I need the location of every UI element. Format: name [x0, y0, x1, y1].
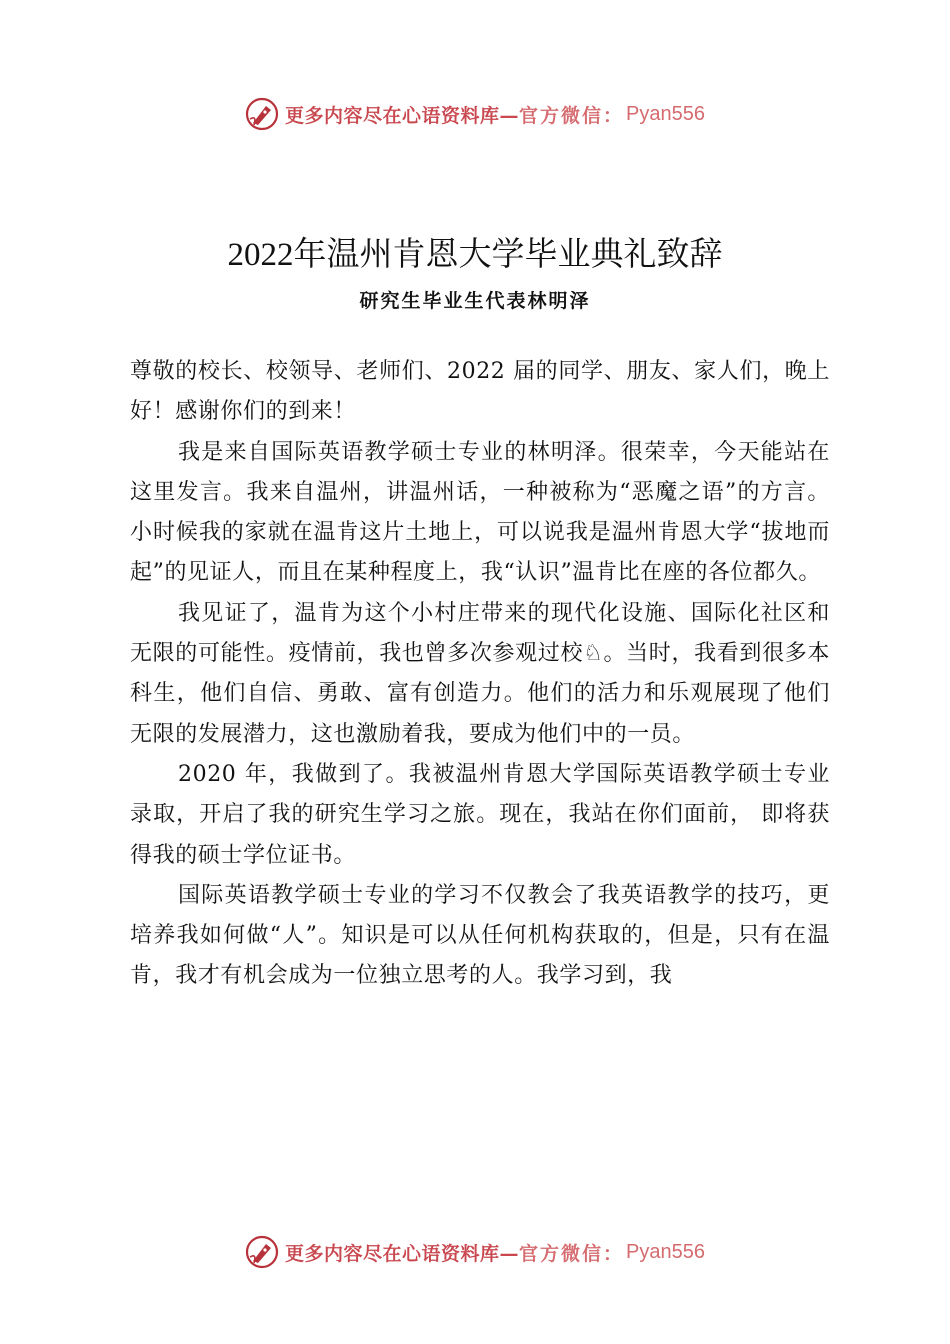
banner-slogan: 更多内容尽在心语资料库—	[285, 1242, 520, 1265]
paragraph: 我见证了，温肯为这个小村庄带来的现代化设施、国际化社区和无限的可能性。疫情前，我也曾多次参观过校♘。当时，我看到很多本科生，他们自信、勇敢、富有创造力。他们的活力和乐观展现了他们无限的发展潜力，这也激励着我，要成为他们中的一员。	[130, 600, 830, 747]
banner-slogan: 更多内容尽在心语资料库—	[285, 104, 520, 127]
document-body	[130, 352, 830, 997]
header-banner	[0, 94, 950, 134]
banner-wechat-id: Pyan556	[626, 1240, 705, 1263]
paragraph: 国际英语教学硕士专业的学习不仅教会了我英语教学的技巧，更培养我如何做“人”。知识是可以从任何机构获取的，但是，只有在温肯，我才有机会成为一位独立思考的人。我学习到，我	[130, 882, 830, 989]
banner-wechat-id: Pyan556	[626, 102, 705, 125]
paragraph: 我是来自国际英语教学硕士专业的林明泽。很荣幸，今天能站在这里发言。我来自温州，讲温州话，一种被称为“恶魔之语”的方言。小时候我的家就在温肯这片土地上，可以说我是温州肯恩大学“拔地而起”的见证人，而且在某种程度上，我“认识”温肯比在座的各位都久。	[130, 439, 830, 586]
banner-wechat-label: 官方微信：	[519, 1242, 625, 1265]
paragraph-greeting: 尊敬的校长、校领导、老师们、2022 届的同学、朋友、家人们，晚上好！感谢你们的到来！	[130, 359, 830, 425]
pen-nib-logo-icon	[245, 1235, 279, 1269]
banner-wechat-label: 官方微信：	[519, 104, 625, 127]
paragraph: 2020 年，我做到了。我被温州肯恩大学国际英语教学硕士专业录取，开启了我的研究生学习之旅。现在，我站在你们面前， 即将获得我的硕士学位证书。	[130, 761, 830, 868]
document-subtitle: 研究生毕业生代表林明泽	[359, 290, 591, 312]
document-title: 2022年温州肯恩大学毕业典礼致辞	[227, 237, 723, 273]
footer-banner	[0, 1232, 950, 1272]
pen-nib-logo-icon	[245, 97, 279, 131]
